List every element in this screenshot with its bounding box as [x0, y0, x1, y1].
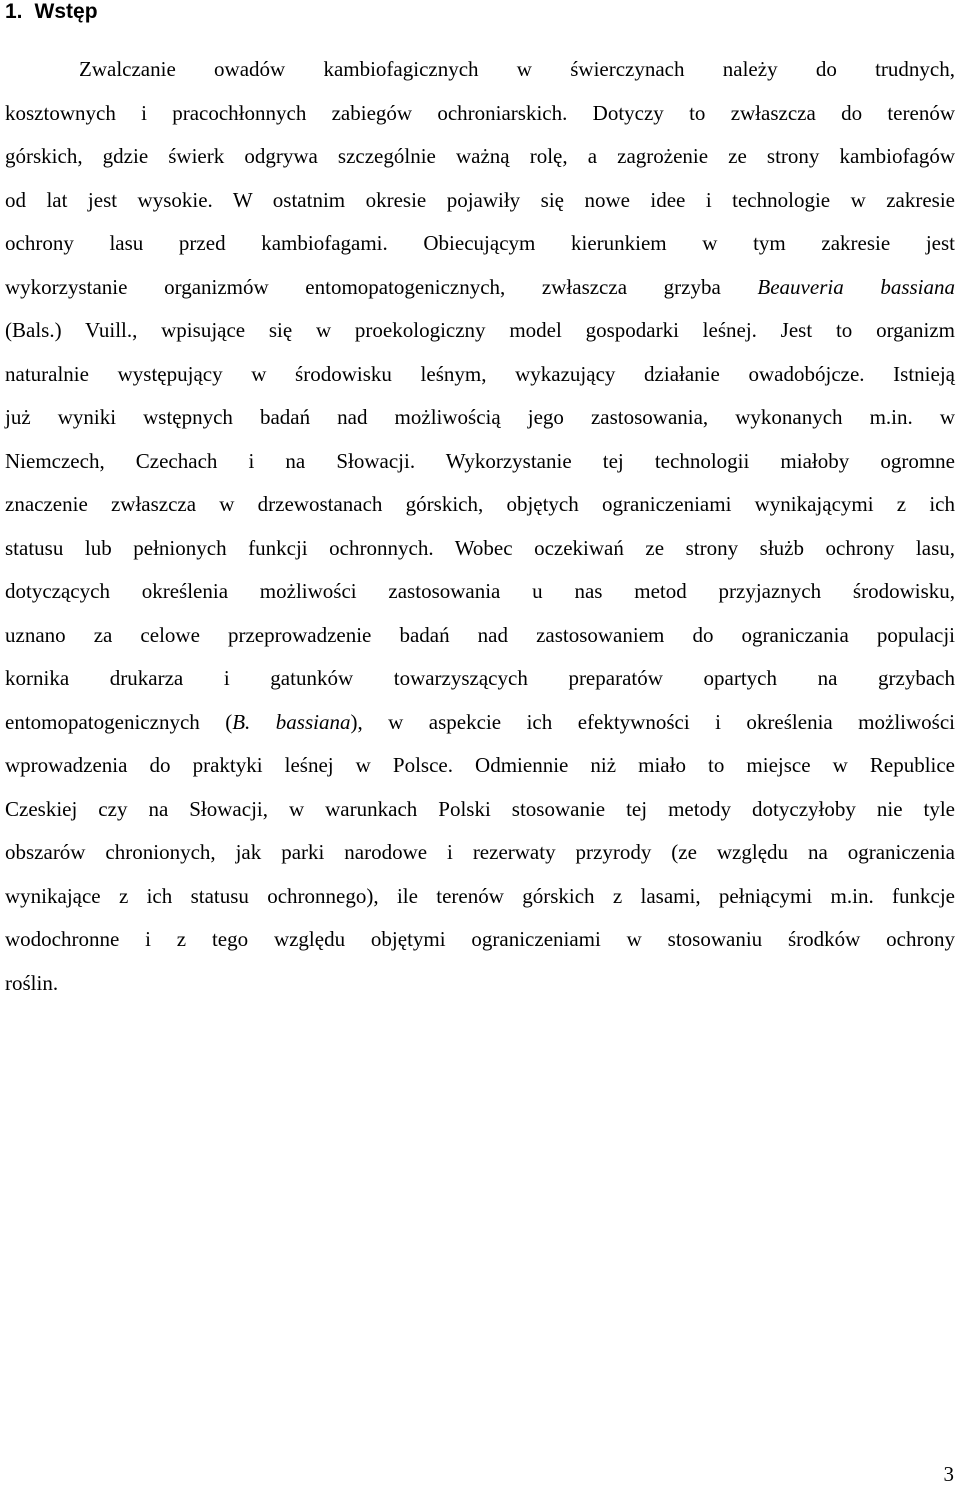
text-line: Zwalczanie owadów kambiofagicznych w świerczynach należy do trudnych,: [79, 57, 955, 81]
text-line: od lat jest wysokie. W ostatnim okresie pojawiły się nowe idee i technologie w zakresie: [5, 187, 955, 212]
text-line: wodochronne i z tego względu objętymi ograniczeniami w stosowaniu środków ochrony: [5, 927, 955, 951]
text-line: już wyniki wstępnych badań nad możliwością jego zastosowania, wykonanych m.in. w: [5, 405, 955, 429]
page-number: 3: [943, 1462, 954, 1486]
text-line: wykorzystanie organizmów entomopatogenicznych, zwłaszcza grzyba Beauveria bassiana: [5, 274, 956, 299]
text-line: entomopatogenicznych (B. bassiana), w aspekcie ich efektywności i określenia możliwości: [5, 709, 956, 734]
text-line: kornika drukarza i gatunków towarzyszących preparatów opartych na grzybach: [5, 666, 955, 690]
section-heading: [5, 0, 98, 24]
text-line: wynikające z ich statusu ochronnego), ile terenów górskich z lasami, pełniącymi m.in. funkcje: [5, 883, 955, 908]
species-abbrev-italic: B. bassiana: [232, 709, 351, 734]
section-number: 1.: [5, 0, 23, 23]
text-line: kosztownych i pracochłonnych zabiegów ochroniarskich. Dotyczy to zwłaszcza do terenów: [5, 100, 955, 125]
text-line: statusu lub pełnionych funkcji ochronnych. Wobec oczekiwań ze strony służb ochrony lasu,: [5, 535, 955, 560]
text-line: znaczenie zwłaszcza w drzewostanach górskich, objętych ograniczeniami wynikającymi z ich: [5, 492, 955, 516]
text-line: Niemczech, Czechach i na Słowacji. Wykorzystanie tej technologii miałoby ogromne: [5, 448, 955, 473]
section-title: Wstęp: [34, 0, 98, 23]
text-line: ochrony lasu przed kambiofagami. Obiecującym kierunkiem w tym zakresie jest: [5, 231, 955, 255]
text-line: naturalnie występujący w środowisku leśnym, wykazujący działanie owadobójcze. Istnieją: [5, 361, 955, 386]
text-line: dotyczących określenia możliwości zastosowania u nas metod przyjaznych środowisku,: [5, 579, 955, 603]
text-line: roślin.: [5, 970, 59, 995]
species-name-italic: Beauveria bassiana: [757, 274, 956, 299]
text-line: obszarów chronionych, jak parki narodowe i rezerwaty przyrody (ze względu na ograniczenia: [5, 840, 955, 864]
text-line: wprowadzenia do praktyki leśnej w Polsce. Odmiennie niż miało to miejsce w Republice: [5, 753, 955, 777]
text-line: górskich, gdzie świerk odgrywa szczególnie ważną rolę, a zagrożenie ze strony kambiofagów: [5, 144, 955, 168]
text-line: uznano za celowe przeprowadzenie badań nad zastosowaniem do ograniczania populacji: [5, 622, 955, 647]
text-line: Czeskiej czy na Słowacji, w warunkach Polski stosowanie tej metody dotyczyłoby nie tyle: [5, 796, 955, 821]
text-line: (Bals.) Vuill., wpisujące się w proekologiczny model gospodarki leśnej. Jest to organizm: [5, 318, 955, 342]
introduction-paragraph: [5, 48, 955, 1005]
